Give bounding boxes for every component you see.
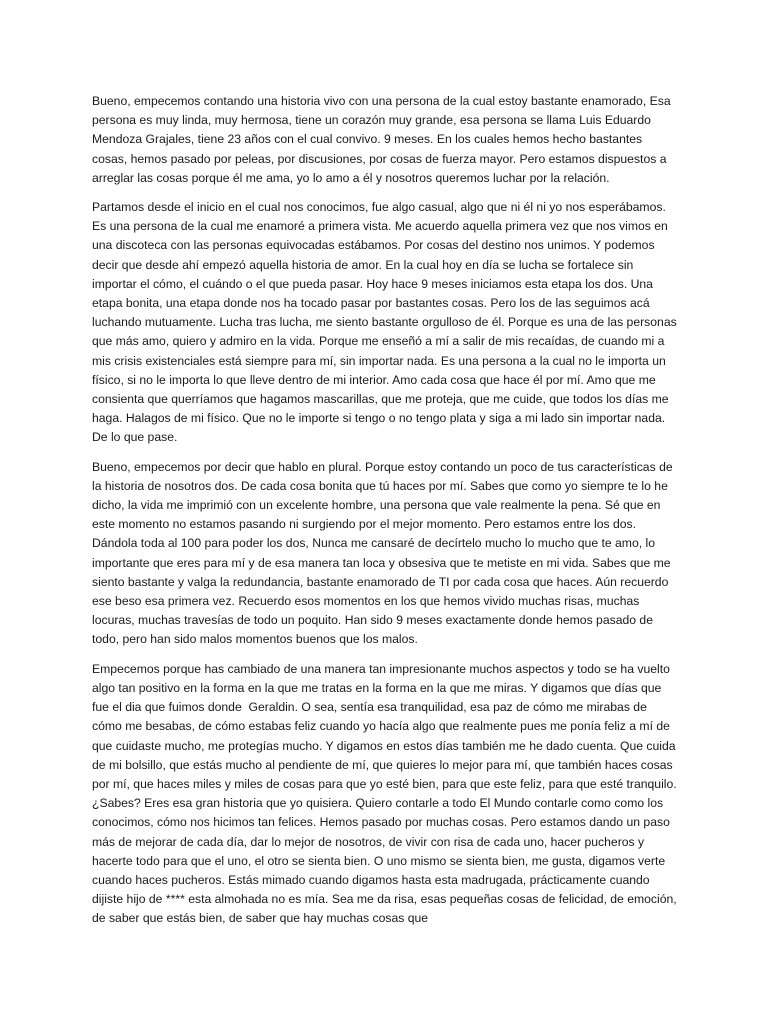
paragraph-3: Bueno, empecemos por decir que hablo en plural. Porque estoy contando un poco de tus características de la historia de nosotros dos. De cada cosa bonita que tú haces por mí. Sabes que como yo siempre te lo he dicho, la vida me imprimió con un excelente hombre, una persona que vale realmente la pena. Sé que en este momento no estamos pasando ni surgiendo por el mejor momento. Pero estamos entre los dos. Dándola toda al 100 para poder los dos, Nunca me cansaré de decírtelo mucho lo mucho que te amo, lo importante que eres para mí y de esa manera tan loca y obsesiva que te metiste en mi vida. Sabes que me siento bastante y valga la redundancia, bastante enamorado de TI por cada cosa que haces. Aún recuerdo ese beso esa primera vez. Recuerdo esos momentos en los que hemos vivido muchas risas, muchas locuras, muchas travesías de todo un poquito. Han sido 9 meses exactamente donde hemos pasado de todo, pero han sido malos momentos buenos que los malos.: [92, 459, 677, 647]
paragraph-2: Partamos desde el inicio en el cual nos conocimos, fue algo casual, algo que ni él ni yo nos esperábamos. Es una persona de la cual me enamoré a primera vista. Me acuerdo aquella primera vez que nos vimos en una discoteca con las personas equivocadas estábamos. Por cosas del destino nos unimos. Y podemos decir que desde ahí empezó aquella historia de amor. En la cual hoy en día se lucha se fortalece sin importar el cómo, el cuándo o el que pueda pasar. Hoy hace 9 meses iniciamos esta etapa los dos. Una etapa bonita, una etapa donde nos ha tocado pasar por bastantes cosas. Pero los de las seguimos acá luchando mutuamente. Lucha tras lucha, me siento bastante orgulloso de él. Porque es una de las personas que más amo, quiero y admiro en la vida. Porque me enseñó a mí a salir de mis recaídas, de cuando mi a mis crisis existenciales está siempre para mí, sin importar nada. Es una persona a la cual no le importa un físico, si no le importa lo que lleve dentro de mi interior. Amo cada cosa que hace él por mí. Amo que me consienta que querríamos que hagamos mascarillas, que me proteja, que me cuide, que todos los días me haga. Halagos de mi físico. Que no le importe si tengo o no tengo plata y siga a mi lado sin importar nada. De lo que pase.: [92, 200, 681, 445]
paragraph-1: Bueno, empecemos contando una historia vivo con una persona de la cual estoy bastante enamorado, Esa persona es muy linda, muy hermosa, tiene un corazón muy grande, esa persona se llama Luis Eduardo Mendoza Grajales, tiene 23 años con el cual convivo. 9 meses. En los cuales hemos hecho bastantes cosas, hemos pasado por peleas, por discusiones, por cosas de fuerza mayor. Pero estamos dispuestos a arreglar las cosas porque él me ama, yo lo amo a él y nosotros queremos luchar por la relación.: [92, 94, 674, 185]
paragraph-4: Empecemos porque has cambiado de una manera tan impresionante muchos aspectos y todo se ha vuelto algo tan positivo en la forma en la que me tratas en la forma en la que me miras. Y digamos que días que fue el dia que fuimos donde Geraldin. O sea, sentía esa tranquilidad, esa paz de cómo me mirabas de cómo me besabas, de cómo estabas feliz cuando yo hacía algo que realmente pues me ponía feliz a mí de que cuidaste mucho, me protegías mucho. Y digamos en estos días también me he dado cuenta. Que cuida de mi bolsillo, que estás mucho al pendiente de mí, que quieres lo mejor para mí, que también haces cosas por mí, que haces miles y miles de cosas para que yo esté bien, para que este feliz, para que esté tranquilo. ¿Sabes? Eres esa gran historia que yo quisiera. Quiero contarle a todo El Mundo contarle como como los conocimos, cómo nos hicimos tan felices. Hemos pasado por muchas cosas. Pero estamos dando un paso más de mejorar de cada día, dar lo mejor de nosotros, de vivir con risa de cada uno, hacer pucheros y hacerte todo para que el uno, el otro se sienta bien. O uno mismo se sienta bien, me gusta, digamos verte cuando haces pucheros. Estás mimado cuando digamos hasta esta madrugada, prácticamente cuando dijiste hijo de **** esta almohada no es mía. Sea me da risa, esas pequeñas cosas de felicidad, de emoción, de saber que estás bien, de saber que hay muchas cosas que: [92, 661, 681, 926]
